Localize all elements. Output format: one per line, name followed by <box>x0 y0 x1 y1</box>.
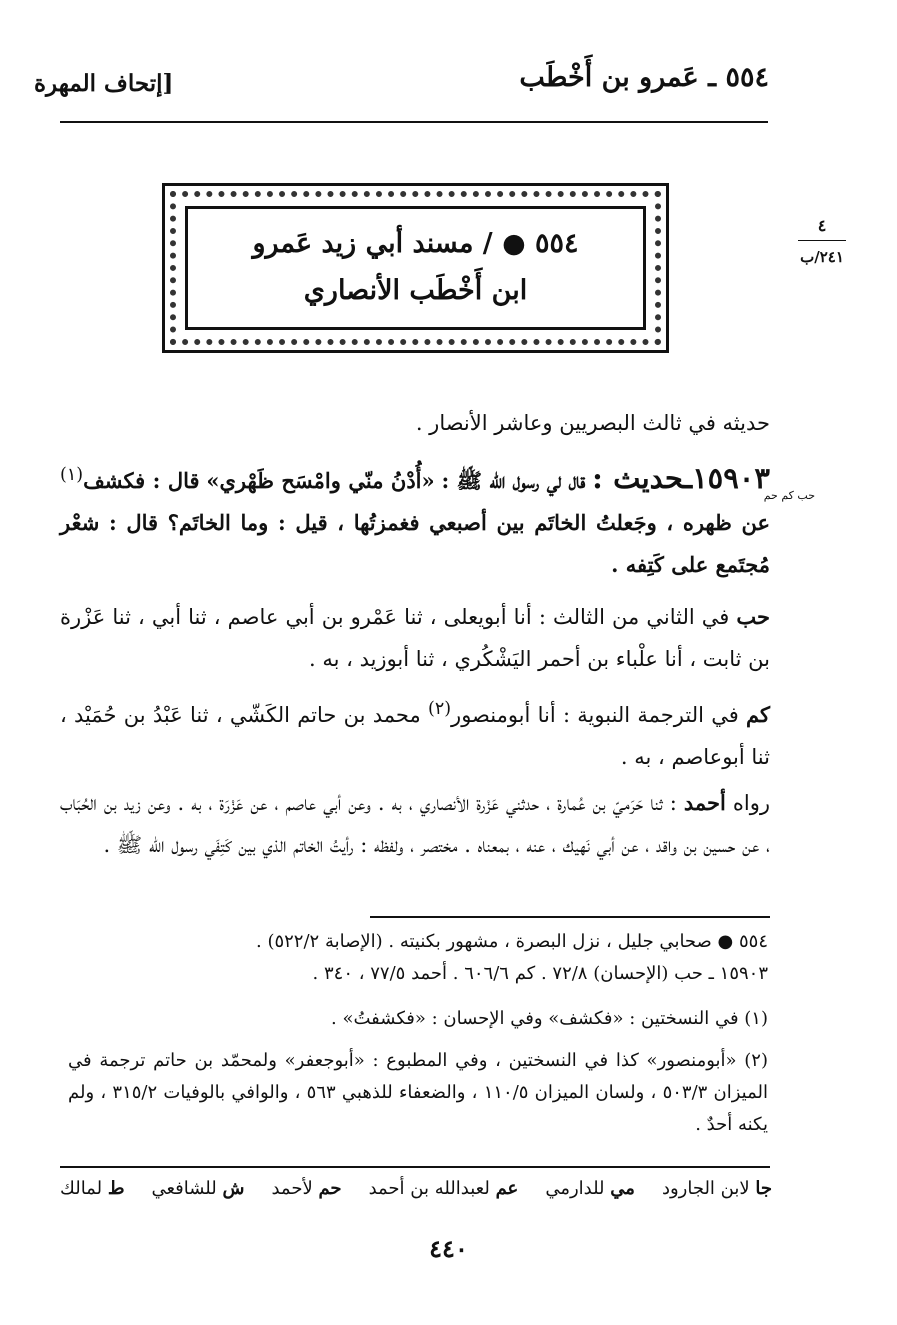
hadith-text-a: قال لي رسول الله ﷺ : <box>441 468 586 493</box>
siglum-label: لمالك <box>60 1178 103 1199</box>
riwaya-paragraph <box>60 782 770 866</box>
section-title-line2: ابن أَخْطَب الأنصاري <box>303 275 528 306</box>
sigla-key <box>60 1178 772 1199</box>
book-title: [إتحاف المهرة <box>34 70 174 97</box>
footnote: ٥٥٤ ● صحابي جليل ، نزل البصرة ، مشهور بكنيته . (الإصابة ٥٢٢/٢) . <box>256 931 768 952</box>
chapter-heading: ٥٥٤ ـ عَمرو بن أَخْطَب <box>519 62 769 93</box>
siglum-entry <box>369 1178 519 1199</box>
siglum-entry <box>662 1178 772 1199</box>
footnote-marker: (٢) <box>427 699 452 719</box>
isnad-paragraph <box>60 596 770 680</box>
footnote: (٢) «أبومنصور» كذا في النسختين ، وفي المطبوع : «أبوجعفر» ولمحمّد بن حاتم ترجمة في الميزان ٥٠٣/٣ ، ولسان الميزان ١١٠/٥ ، والضعفاء للذهبي ٥٦٣ ، والوافي بالوفيات ٣١٥/٢ ، ولم يكنه أحدٌ . <box>68 1050 769 1135</box>
riwaya-text: : ثنا حَرَميّ بن عُمارة ، حدثني عَزْرة الأنصاري ، به . وعن أبي عاصم ، عن عَزْرَة ، به . وعن زيد بن الحُبَاب ، عن حسين بن واقد ، عن أبي نَهيك ، عنه ، بمعناه . مختصر ، ولفظه : رأيتُ الخاتم الذي بين كَتِفَي رسول الله ﷺ . <box>60 791 770 857</box>
siglum-code: عم <box>495 1178 519 1199</box>
siglum-label: لعبدالله بن أحمد <box>368 1178 490 1199</box>
riwaya-lead: رواه <box>732 791 770 815</box>
hadith-paragraph <box>60 454 770 586</box>
hadith-label: ـحديث : <box>592 461 693 495</box>
footnote-rule <box>370 916 770 918</box>
siglum-code: مي <box>610 1178 635 1199</box>
source-codes: حب كم حم <box>763 489 815 502</box>
footnote: ١٥٩٠٣ ـ حب (الإحسان) ٧٢/٨ . كم ٦٠٦/٦ . أحمد ٧٧/٥ ، ٣٤٠ . <box>312 963 768 984</box>
isnad-siglum: حب <box>736 604 770 629</box>
siglum-entry <box>151 1178 244 1199</box>
siglum-entry <box>545 1178 635 1199</box>
page-number: ٤٤٠ <box>429 1234 468 1263</box>
siglum-entry <box>60 1178 124 1199</box>
isnad-text: محمد بن حاتم الكَشّي ، ثنا عَبْدُ بن حُمَيْد ، ثنا أبوعاصم ، به . <box>60 703 770 769</box>
isnad-paragraph <box>60 688 770 778</box>
margin-note-bottom: ٢٤١/ب <box>800 248 844 266</box>
header-rule <box>60 121 768 123</box>
siglum-entry <box>271 1178 341 1199</box>
section-title-line1: ٥٥٤ ● / مسند أبي زيد عَمرو <box>252 228 579 259</box>
isnad-siglum: كم <box>746 702 770 727</box>
isnad-text: في الثاني من الثالث : أنا أبويعلى ، ثنا عَمْرو بن أبي عاصم ، ثنا أبي ، ثنا عَزْرة بن ثابت ، أنا علْباء بن أحمر اليَشْكُري ، ثنا أبوزيد ، به . <box>60 605 770 671</box>
footnote-marker: (١) <box>60 465 84 485</box>
isnad-text: في الترجمة النبوية : أنا أبومنصور <box>451 703 739 727</box>
intro-paragraph: حديثه في ثالث البصريين وعاشر الأنصار . <box>415 411 770 435</box>
hadith-quote: «أُدْنُ منّي وامْسَح ظَهْري» <box>206 468 435 493</box>
siglum-label: للشافعي <box>151 1178 217 1199</box>
hadith-text-b: قال : فكشف <box>83 468 200 493</box>
siglum-label: لابن الجارود <box>661 1178 750 1199</box>
siglum-code: حم <box>318 1178 342 1199</box>
riwaya-narrator: أحمد <box>683 790 726 815</box>
footnote: (١) في النسختين : «فكشف» وفي الإحسان : «فكشفتُ» . <box>331 1008 768 1029</box>
siglum-code: جا <box>755 1178 772 1199</box>
siglum-code: ط <box>107 1178 125 1199</box>
siglum-label: لأحمد <box>271 1178 313 1199</box>
siglum-code: ش <box>222 1178 245 1199</box>
margin-note-top: ٤ <box>817 216 827 235</box>
siglum-label: للدارمي <box>545 1178 605 1199</box>
hadith-text-c: عن ظهره ، وجَعلتُ الخاتَم بين أصبعي فغمزتُها ، قيل : وما الخاتَم؟ قال : شعْر مُجتَمع على كَتِفه . <box>60 510 770 577</box>
hadith-number: ١٥٩٠٣ <box>692 461 770 495</box>
title-frame-inner <box>185 206 646 330</box>
margin-note-rule <box>798 240 846 241</box>
sigla-rule <box>60 1166 770 1168</box>
